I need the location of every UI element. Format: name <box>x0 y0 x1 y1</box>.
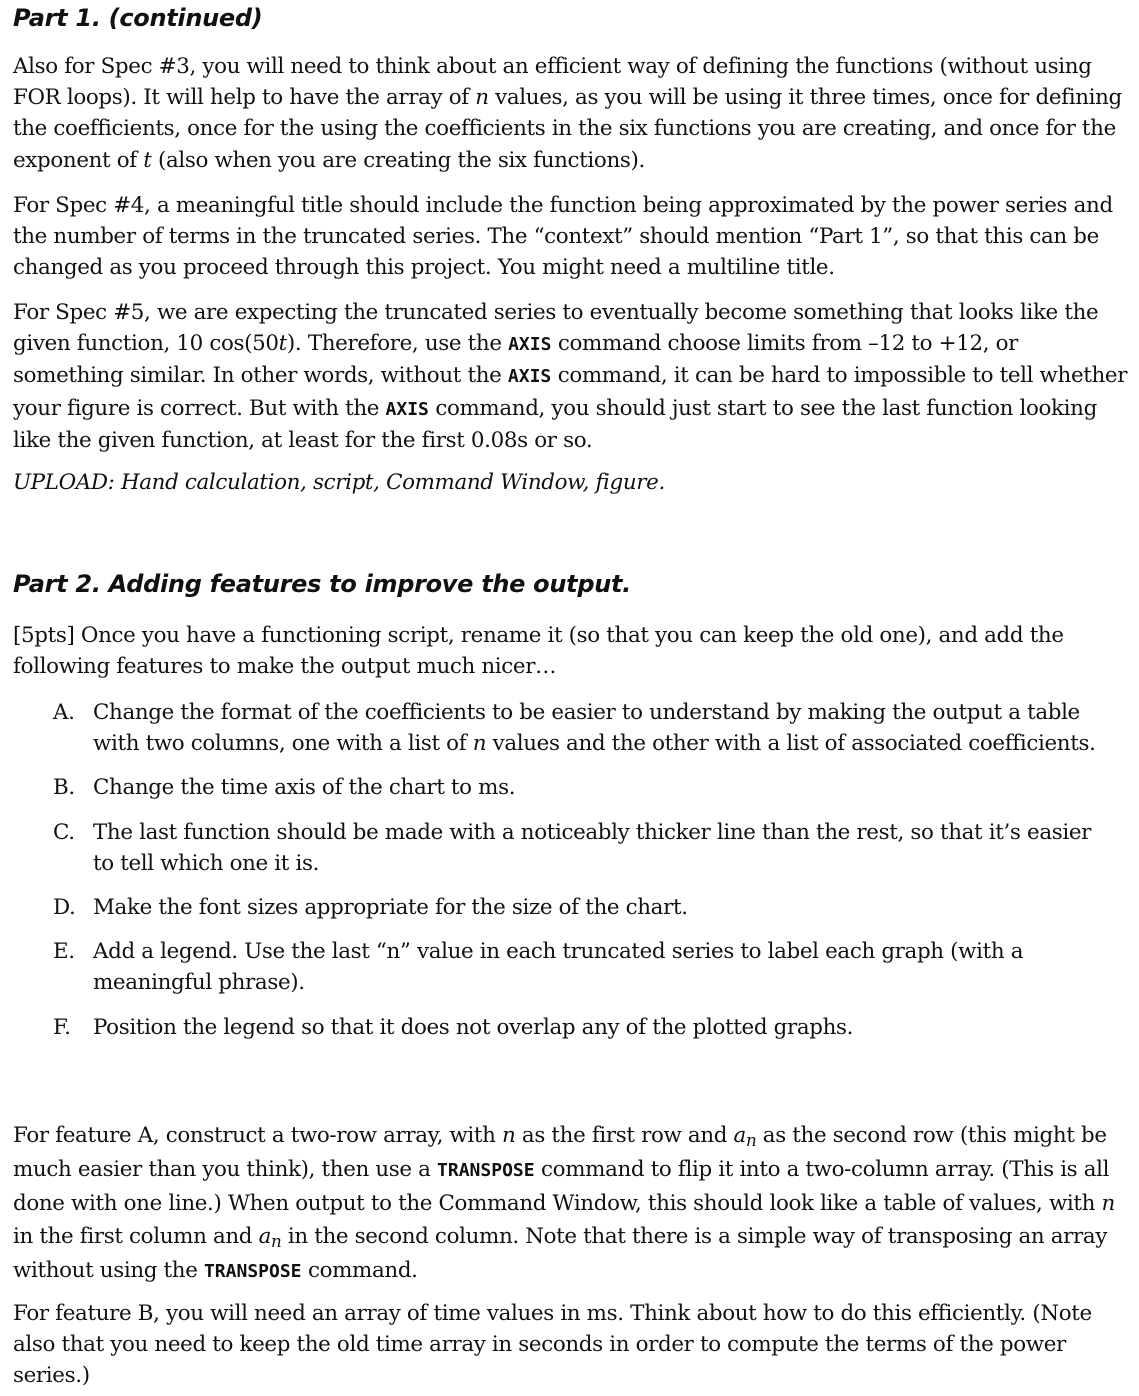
axis-command: AXIS <box>508 334 552 356</box>
axis-command: AXIS <box>507 366 552 388</box>
transpose-command: TRANSPOSE <box>437 1160 535 1181</box>
part1-heading: Part 1. (continued) <box>13 4 263 32</box>
feature-item-d: D. Make the font sizes appropriate for the size of the chart. <box>53 895 688 921</box>
feature-item-b: B. Change the time axis of the chart to ms. <box>53 775 516 801</box>
feature-item-e: E. Add a legend. Use the last “n” value in each truncated series to label each graph (with a meaningful phrase). <box>53 939 1024 996</box>
spec4-paragraph: For Spec #4, a meaningful title should include the function being approximated by the power series and the number of terms in the truncated series. The “context” should mention “Part 1”, so that this can be changed as you proceed through this project. You might need a multiline title. <box>13 193 1113 281</box>
feature-a-paragraph: For feature A, construct a two-row array, with n as the first row and an as the second row (this might be much easier than you think), then use a TRANSPOSE command to flip it into a two-column array. (This is all done with one line.) When output to the Command Window, this should look like a table of values, with n in the first column and an in the second column. Note that there is a simple way of transposing an array without using the TRANSPOSE command. <box>13 1123 1115 1283</box>
spec3-paragraph: Also for Spec #3, you will need to think about an efficient way of defining the functions (without using FOR loops). It will help to have the array of n values, as you will be using it three times, once for defining the coefficients, once for the using the coefficients in the six functions you are creating, and once for the exponent of t (also when you are creating the six functions). <box>13 54 1122 173</box>
part2-intro: [5pts] Once you have a functioning script, rename it (so that you can keep the old one), and add the following features to make the output much nicer… <box>13 623 1064 680</box>
feature-item-c: C. The last function should be made with a noticeably thicker line than the rest, so that it’s easier to tell which one it is. <box>53 819 1092 876</box>
transpose-command: TRANSPOSE <box>203 1261 302 1282</box>
spec5-paragraph: For Spec #5, we are expecting the truncated series to eventually become something that looks like the given function, 10 cos(50t). Therefore, use the AXIS command choose limits from –12 to +12, or something similar. In other words, without the AXIS command, it can be hard to impossible to tell whether your figure is correct. But with the AXIS command, you should just start to see the last function looking like the given function, at least for the first 0.08s or so. <box>13 300 1128 453</box>
feature-list <box>53 697 1103 1056</box>
feature-b-paragraph: For feature B, you will need an array of time values in ms. Think about how to do this efficiently. (Note also that you need to keep the old time array in seconds in order to compute the terms of the power series.) <box>13 1301 1092 1389</box>
upload-note: UPLOAD: Hand calculation, script, Command Window, figure. <box>13 470 665 495</box>
part2-heading: Part 2. Adding features to improve the output. <box>13 570 631 598</box>
feature-item-a: A. Change the format of the coefficients to be easier to understand by making the output a table with two columns, one with a list of n values and the other with a list of associated coefficients. <box>53 700 1096 757</box>
feature-item-f: F. Position the legend so that it does not overlap any of the plotted graphs. <box>53 1014 854 1040</box>
axis-command: AXIS <box>385 398 429 420</box>
